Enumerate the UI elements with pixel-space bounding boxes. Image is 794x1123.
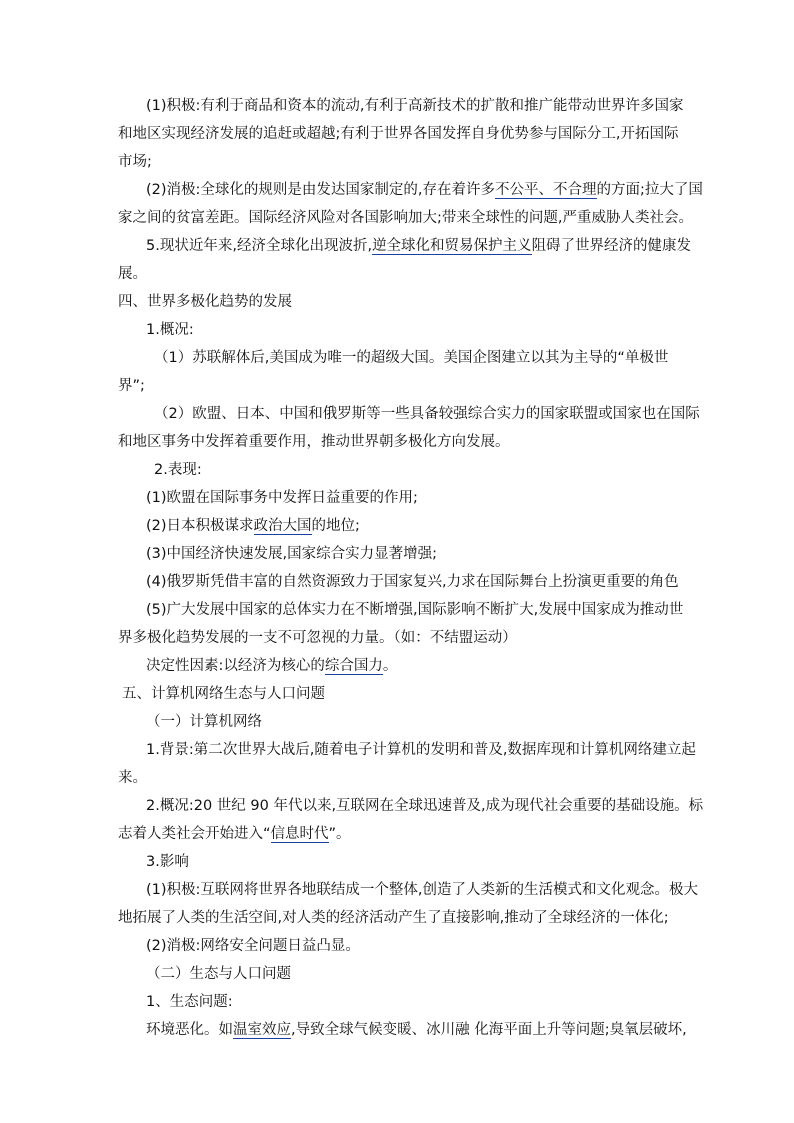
text-segment: (4)俄罗斯凭借丰富的自然资源致力于国家复兴,力求在国际舞台上扮演更重要的角色 <box>146 574 679 590</box>
text-line <box>118 652 678 680</box>
text-segment: 和地区事务中发挥着重要作用，推动世界朝多极化方向发展。 <box>118 434 510 450</box>
text-line <box>118 288 678 316</box>
text-segment: 五、计算机网络生态与人口问题 <box>122 686 325 702</box>
text-segment: (2)日本积极谋求 <box>146 518 254 534</box>
text-line <box>118 148 678 176</box>
underlined-term: 不公平、不合理 <box>495 182 597 198</box>
text-segment: 5.现状近年来,经济全球化出现波折, <box>146 238 373 254</box>
text-line <box>118 1016 687 1044</box>
text-segment: 市场; <box>118 154 152 170</box>
text-line <box>118 120 678 148</box>
text-line <box>118 232 692 260</box>
text-line <box>118 372 678 400</box>
text-line <box>118 708 678 736</box>
text-segment: 1.背景:第二次世界大战后,随着电子计算机的发明和普及,数据库现和计算机网络建立起 <box>146 742 696 758</box>
text-segment: (2)消极:网络安全问题日益凸显。 <box>146 938 360 954</box>
text-line <box>118 624 678 652</box>
text-segment: (1)积极:有利于商品和资本的流动,有利于高新技术的扩散和推广能带动世界许多国家 <box>146 98 684 114</box>
text-segment: 2.概况:20 世纪 90 年代以来,互联网在全球迅速普及,成为现代社会重要的基础设施。标 <box>146 798 704 814</box>
text-line <box>118 260 678 288</box>
text-line <box>118 736 696 764</box>
text-line <box>118 876 699 904</box>
document-body <box>118 92 704 1044</box>
text-line <box>118 596 684 624</box>
underlined-term: 信息时代 <box>270 826 329 842</box>
underlined-term: 综合国力 <box>324 658 383 674</box>
text-segment: 。 <box>382 658 398 674</box>
underlined-term: 政治大国 <box>253 518 312 534</box>
text-line <box>118 540 678 568</box>
text-line <box>118 820 678 848</box>
text-segment: (2)消极:全球化的规则是由发达国家制定的,存在着许多 <box>146 182 496 198</box>
text-line <box>118 428 678 456</box>
underlined-term: 逆全球化和贸易保护主义 <box>372 238 532 254</box>
text-segment: 四、世界多极化趋势的发展 <box>118 294 292 310</box>
text-segment: 和地区实现经济发展的追赶或超越;有利于世界各国发挥自身优势参与国际分工,开拓国际 <box>118 126 679 142</box>
text-line <box>118 344 678 372</box>
text-segment: 3.影响 <box>146 854 189 870</box>
text-segment: 的方面;拉大了国 <box>596 182 703 198</box>
text-segment: ,导致全球气候变暖、冰川融 化海平面上升等问题;臭氧层破坏, <box>291 1022 687 1038</box>
text-line <box>118 204 693 232</box>
text-segment: 2.表现: <box>154 462 202 478</box>
text-line <box>118 764 678 792</box>
text-segment: 界”; <box>118 378 145 394</box>
text-segment: 志着人类社会开始进入“ <box>118 826 271 842</box>
underlined-term: 温室效应 <box>233 1022 291 1038</box>
text-line <box>118 456 678 484</box>
text-segment: 阻碍了世界经济的健康发 <box>531 238 692 254</box>
text-segment: 来。 <box>118 770 147 786</box>
text-segment: 决定性因素:以经济为核心的 <box>146 658 325 674</box>
text-line <box>118 512 678 540</box>
text-segment: 地拓展了人类的生活空间,对人类的经济活动产生了直接影响,推动了全球经济的一体化; <box>118 910 669 926</box>
text-segment: 界多极化趋势发展的一支不可忽视的力量。（如：不结盟运动） <box>118 630 517 646</box>
text-segment: （二）生态与人口问题 <box>146 966 291 982</box>
text-segment: 家之间的贫富差距。国际经济风险对各国影响加大;带来全球性的问题,严重威胁人类社会。 <box>118 210 693 226</box>
text-line <box>118 904 678 932</box>
text-line <box>118 792 704 820</box>
text-line <box>118 932 678 960</box>
text-line <box>118 848 678 876</box>
text-segment: 展。 <box>118 266 147 282</box>
text-segment: （2）欧盟、日本、中国和俄罗斯等一些具备较强综合实力的国家联盟或国家也在国际 <box>154 406 700 422</box>
text-line <box>118 680 678 708</box>
text-segment: （一）计算机网络 <box>146 714 262 730</box>
text-line <box>118 484 678 512</box>
text-segment: (1)欧盟在国际事务中发挥日益重要的作用; <box>146 490 418 506</box>
text-line <box>118 316 678 344</box>
text-segment: (5)广大发展中国家的总体实力在不断增强,国际影响不断扩大,发展中国家成为推动世 <box>146 602 684 618</box>
text-line <box>118 400 700 428</box>
text-segment: 1、生态问题: <box>146 994 233 1010</box>
text-segment: ”。 <box>328 826 351 842</box>
text-line <box>118 176 703 204</box>
text-segment: （1）苏联解体后,美国成为唯一的超级大国。美国企图建立以其为主导的“单极世 <box>154 350 669 366</box>
text-line <box>118 960 678 988</box>
text-segment: 的地位; <box>311 518 360 534</box>
text-segment: 环境恶化。如 <box>146 1022 233 1038</box>
text-line <box>118 988 678 1016</box>
text-segment: (3)中国经济快速发展,国家综合实力显著增强; <box>146 546 438 562</box>
text-segment: 1.概况: <box>146 322 194 338</box>
text-segment: (1)积极:互联网将世界各地联结成一个整体,创造了人类新的生活模式和文化观念。极大 <box>146 882 699 898</box>
text-line <box>118 568 678 596</box>
text-line <box>118 92 684 120</box>
